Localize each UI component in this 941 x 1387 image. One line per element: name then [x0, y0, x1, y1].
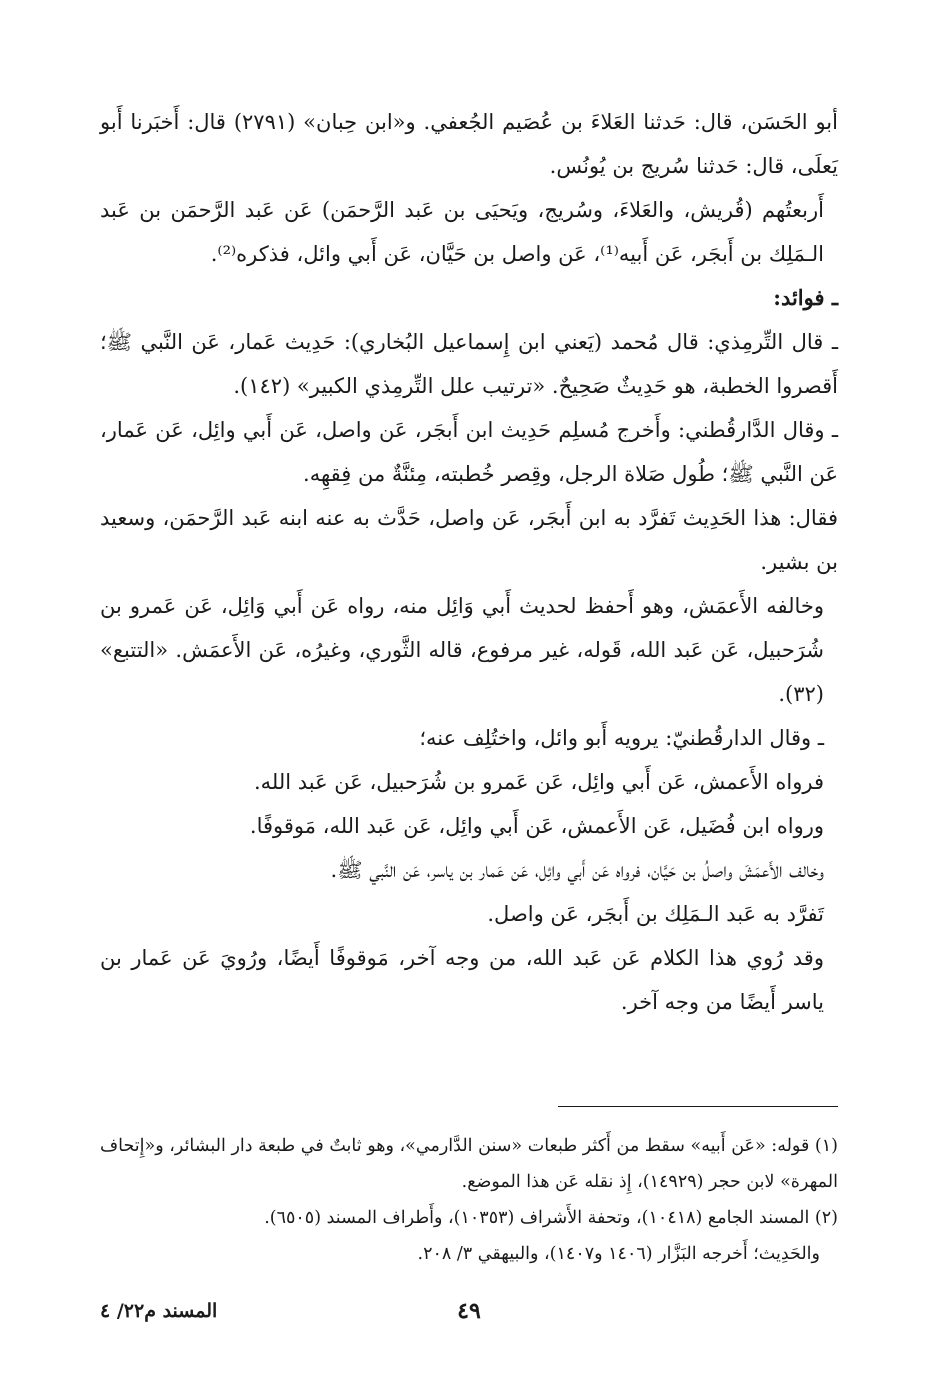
footnotes — [100, 1128, 838, 1272]
paragraph-chain: أَربعتُهم (قُريش، والعَلاءَ، وسُريج، ويَحيَى بن عَبد الرَّحمَن) عَن عَبد الرَّحمَن بن عَبد الـمَلِك بن أَبجَر، عَن أَبيه⁽¹⁾، عَن واصل بن حَيَّان، عَن أَبي وائل، فذكره⁽²⁾. — [100, 198, 824, 266]
paragraph-wasil: وخالف الأَعمَشَ واصلُ بن حَيَّان، فرواه عَن أَبي وائِل، عَن عَمار بن ياسر، عَن النَّبي ﷺ. — [330, 858, 824, 882]
paragraph-khalafahu: وخالفه الأَعمَش، وهو أَحفظ لحديث أَبي وَائِل منه، رواه عَن أَبي وَائِل، عَن عَمرو بن شُرَحبيل، عَن عَبد الله، قَوله، غير مرفوع، قاله الثَّوري، وغيرُه، عَن الأَعمَش. «التتبع» (٣٢). — [100, 594, 824, 706]
section-heading-fawaid: ـ فوائد: — [773, 285, 838, 310]
footnote-2: (٢) المسند الجامع (١٠٤١٨)، وتحفة الأَشراف (١٠٣٥٣)، وأَطراف المسند (٦٥٠٥). — [264, 1208, 838, 1228]
main-text — [100, 100, 838, 1024]
paragraph-tafarrud: فقال: هذا الحَدِيث تَفرَّد به ابن أَبجَر، عَن واصل، حَدَّث به عنه ابنه عَبد الرَّحمَن، وسعيد بن بشير. — [100, 506, 838, 574]
footnote-1: (١) قوله: «عَن أَبيه» سقط من أَكثر طبعات «سنن الدَّارمي»، وهو ثابتٌ في طبعة دار البشائر، و«إِتحاف المهرة» لابن حجر (١٤٩٢٩)، إِذ نقله عَن هذا الموضع. — [100, 1136, 838, 1192]
document-page — [100, 100, 838, 1324]
page-footer — [100, 1298, 838, 1338]
paragraph-rawahu-amash: فرواه الأَعمش، عَن أَبي وائِل، عَن عَمرو بن شُرَحبيل، عَن عَبد الله. — [253, 770, 824, 794]
footnote-divider — [558, 1106, 838, 1107]
paragraph-ibn-fudayl: ورواه ابن فُضَيل، عَن الأَعمش، عَن أَبي وائِل، عَن عَبد الله، مَوقوفًا. — [249, 814, 824, 838]
paragraph-tirmidhi: ـ قال التِّرمِذي: قال مُحمد (يَعني ابن إِسماعيل البُخاري): حَدِيث عَمار، عَن النَّبي ﷺ؛ أَقصروا الخطبة، هو حَدِيثٌ صَحِيحٌ. «ترتيب علل التِّرمِذي الكبير» (١٤٢). — [100, 330, 838, 398]
paragraph-tafarrud-abdulmalik: تَفرَّد به عَبد الـمَلِك بن أَبجَر، عَن واصل. — [487, 902, 824, 926]
paragraph-daraqutni-1: ـ وقال الدَّارقُطني: وأَخرج مُسلِم حَدِيث ابن أَبجَر، عَن واصل، عَن أَبي وائِل، عَن عَمار، عَن النَّبي ﷺ؛ طُول صَلاة الرجل، وقِصر خُطبته، مِئنَّةٌ من فِقهِه. — [100, 418, 838, 486]
footnote-2-continued: والحَدِيث؛ أَخرجه البَزَّار (١٤٠٦ و١٤٠٧)، والبيهقي ٣/ ٢٠٨. — [417, 1244, 820, 1264]
paragraph-sources: أبو الحَسَن، قال: حَدثنا العَلاءَ بن عُصَيم الجُعفي. و«ابن حِبان» (٢٧٩١) قال: أَخبَرنا أَبو يَعلَى، قال: حَدثنا سُريج بن يُونُس. — [100, 110, 838, 178]
page-number: ٤٩ — [457, 1298, 481, 1324]
paragraph-ruwiya: وقد رُوي هذا الكلام عَن عَبد الله، من وجه آخر، مَوقوفًا أَيضًا، ورُويَ عَن عَمار بن ياسر أَيضًا من وجه آخر. — [100, 946, 824, 1014]
paragraph-daraqutni-2: ـ وقال الدارقُطنيّ: يرويه أَبو وائل، واختُلِف عنه؛ — [419, 726, 824, 750]
volume-mark: المسند م٢٢/ ٤ — [100, 1300, 218, 1322]
